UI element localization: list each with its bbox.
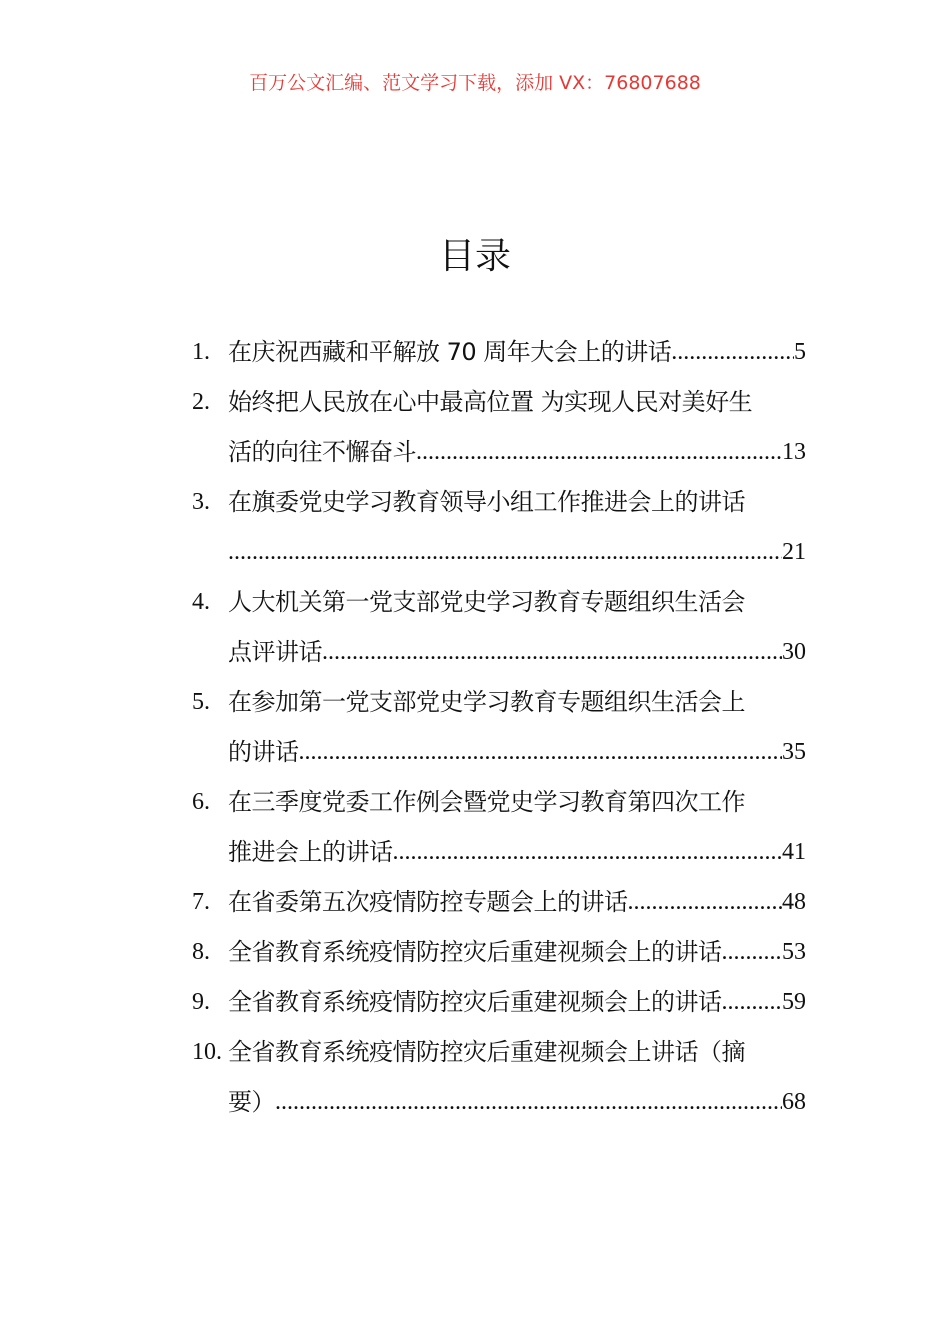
toc-entry-line [228, 1027, 806, 1077]
leader-dots [628, 877, 783, 927]
page-title: 目录 [438, 236, 511, 277]
toc-entry-line [228, 377, 806, 427]
toc-entry-number: 4. [192, 589, 210, 615]
toc-entry-line [228, 427, 806, 477]
leader-dots [722, 927, 783, 977]
toc-entry-title: 的讲话 [228, 738, 299, 766]
leader-dots [393, 827, 783, 877]
toc-entry-page: 68 [782, 1089, 806, 1115]
toc-entry-number: 1. [192, 339, 210, 365]
toc-entry[interactable] [192, 877, 806, 927]
toc-entry-line [228, 477, 806, 527]
toc-entry[interactable] [192, 677, 806, 777]
toc-entry-page: 35 [782, 739, 806, 765]
toc-entry-page: 48 [782, 889, 806, 915]
toc-entry-line [228, 877, 806, 927]
toc-entry-number: 2. [192, 389, 210, 415]
toc-entry-line [228, 827, 806, 877]
toc-entry-page: 53 [782, 939, 806, 965]
toc-entry[interactable] [192, 377, 806, 477]
leader-dots [228, 527, 782, 577]
toc-entry[interactable] [192, 327, 806, 377]
toc-entry-title: 全省教育系统疫情防控灾后重建视频会上讲话（摘 [228, 1038, 745, 1066]
toc-entry-title: 要） [228, 1088, 275, 1116]
toc-entry-number: 6. [192, 789, 210, 815]
toc-entry-title: 在庆祝西藏和平解放 70 周年大会上的讲话 [228, 338, 672, 366]
toc-entry-title: 点评讲话 [228, 638, 322, 666]
leader-dots [671, 327, 794, 377]
toc-entry-number: 3. [192, 489, 210, 515]
toc-entry-page: 59 [782, 989, 806, 1015]
toc-entry-number: 9. [192, 989, 210, 1015]
toc-entry-line [228, 327, 806, 377]
toc-entry-page: 41 [782, 839, 806, 865]
toc-entry[interactable] [192, 577, 806, 677]
toc-entry-title: 活的向往不懈奋斗 [228, 438, 416, 466]
leader-dots [416, 427, 782, 477]
toc-entry-title: 在三季度党委工作例会暨党史学习教育第四次工作 [228, 788, 745, 816]
leader-dots [322, 627, 782, 677]
toc-entry-line [228, 1077, 806, 1127]
toc-entry-title: 始终把人民放在心中最高位置 为实现人民对美好生 [228, 388, 753, 416]
toc-entry-number: 5. [192, 689, 210, 715]
toc-entry-number: 10. [192, 1039, 222, 1065]
toc-entry-title: 在旗委党史学习教育领导小组工作推进会上的讲话 [228, 488, 745, 516]
leader-dots [299, 727, 783, 777]
toc-entry-page: 30 [782, 639, 806, 665]
toc-entry-line [228, 927, 806, 977]
toc-entry-page: 21 [782, 539, 806, 565]
table-of-contents [192, 327, 806, 1127]
toc-entry[interactable] [192, 1027, 806, 1127]
leader-dots [275, 1077, 782, 1127]
toc-entry[interactable] [192, 977, 806, 1027]
toc-entry[interactable] [192, 477, 806, 577]
toc-entry-line [228, 777, 806, 827]
watermark-header: 百万公文汇编、范文学习下载，添加 VX：76807688 [249, 72, 701, 94]
toc-entry-line [228, 577, 806, 627]
toc-entry-line [228, 527, 806, 577]
toc-entry-title: 全省教育系统疫情防控灾后重建视频会上的讲话 [228, 938, 722, 966]
toc-entry-title: 人大机关第一党支部党史学习教育专题组织生活会 [228, 588, 745, 616]
toc-entry[interactable] [192, 927, 806, 977]
toc-entry[interactable] [192, 777, 806, 877]
toc-entry-title: 推进会上的讲话 [228, 838, 393, 866]
toc-entry-page: 13 [782, 439, 806, 465]
leader-dots [722, 977, 783, 1027]
toc-entry-line [228, 727, 806, 777]
toc-entry-page: 5 [794, 339, 806, 365]
toc-entry-line [228, 677, 806, 727]
toc-entry-number: 7. [192, 889, 210, 915]
toc-entry-number: 8. [192, 939, 210, 965]
toc-entry-title: 在省委第五次疫情防控专题会上的讲话 [228, 888, 628, 916]
toc-entry-title: 全省教育系统疫情防控灾后重建视频会上的讲话 [228, 988, 722, 1016]
toc-entry-title: 在参加第一党支部党史学习教育专题组织生活会上 [228, 688, 745, 716]
toc-entry-line [228, 627, 806, 677]
toc-entry-line [228, 977, 806, 1027]
